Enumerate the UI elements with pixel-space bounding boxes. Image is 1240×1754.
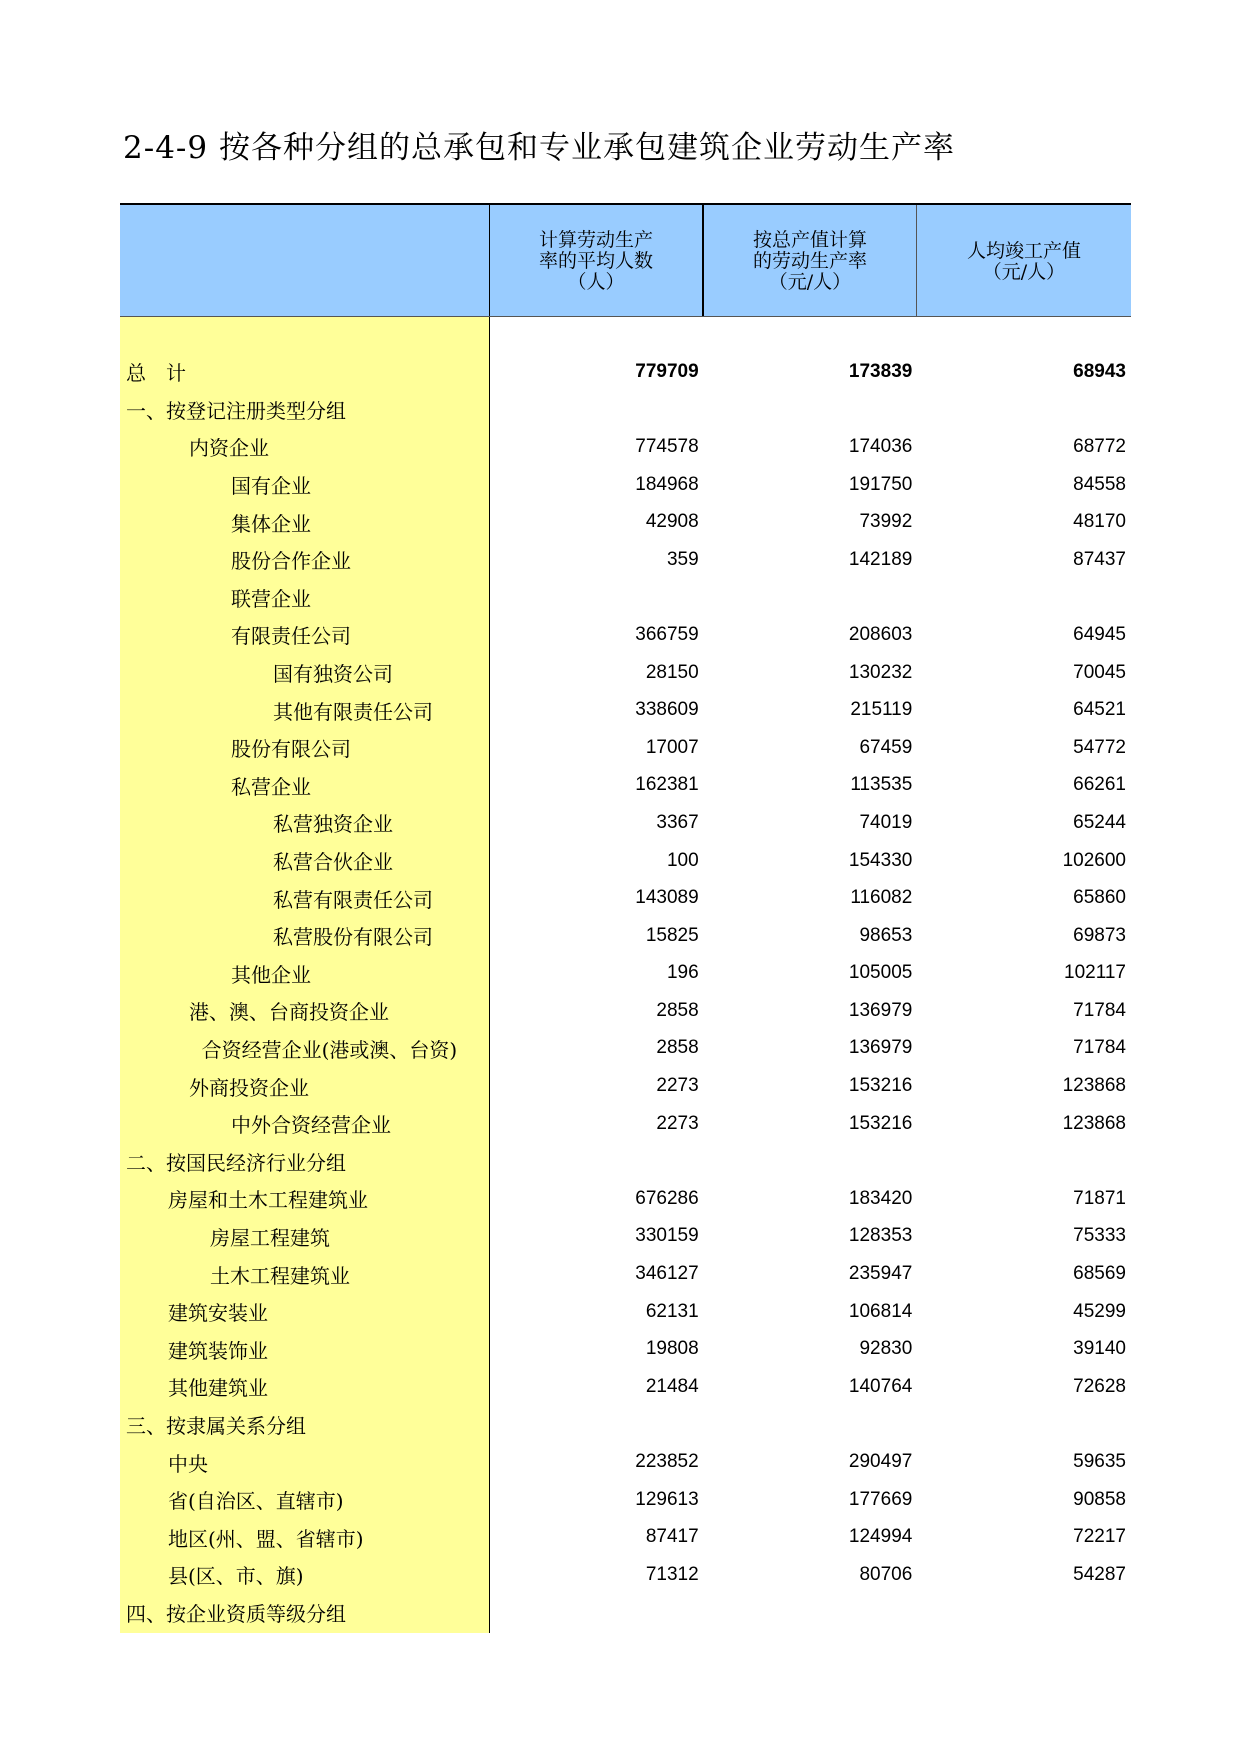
row-label: 内资企业 <box>189 436 269 461</box>
table-body <box>120 317 1131 1633</box>
value-cell: 128353 <box>848 1225 913 1247</box>
row-label: 三、按隶属关系分组 <box>126 1413 306 1438</box>
row-label: 中央 <box>168 1451 208 1476</box>
value-cell: 68943 <box>1073 360 1126 382</box>
row-label: 私营股份有限公司 <box>273 925 433 950</box>
table-row <box>490 1556 1131 1594</box>
value-cell: 143089 <box>635 887 699 909</box>
value-cell: 123868 <box>1062 1112 1126 1134</box>
value-cell: 113535 <box>850 774 913 796</box>
row-label: 私营合伙企业 <box>273 850 393 875</box>
value-cell: 72628 <box>1073 1375 1126 1397</box>
value-cell: 191750 <box>848 473 913 495</box>
table-row <box>490 541 1131 579</box>
value-cell: 71312 <box>645 1563 699 1585</box>
value-cell: 65244 <box>1073 811 1126 833</box>
value-cell: 87417 <box>645 1526 699 1548</box>
value-cell: 73992 <box>859 511 913 533</box>
header-completed-output-per-capita: 人均竣工产值 （元/人） <box>966 239 1081 283</box>
value-cell: 153216 <box>848 1112 913 1134</box>
value-cell: 215119 <box>850 699 913 721</box>
row-label: 股份合作企业 <box>231 549 351 574</box>
values-area <box>490 317 1131 1633</box>
value-cell: 2273 <box>656 1112 699 1134</box>
value-cell: 359 <box>666 548 699 570</box>
row-label: 省(自治区、直辖市) <box>168 1489 344 1514</box>
header-avg-workers: 计算劳动生产 率的平均人数 （人） <box>490 205 704 316</box>
row-label-column <box>120 317 490 1633</box>
value-cell: 140764 <box>848 1375 913 1397</box>
row-label: 建筑装饰业 <box>168 1338 268 1363</box>
value-cell: 2858 <box>656 1037 699 1059</box>
value-cell: 102117 <box>1064 962 1126 984</box>
value-cell: 290497 <box>848 1451 913 1473</box>
table-row <box>490 1330 1131 1368</box>
value-cell: 15825 <box>645 924 699 946</box>
value-cell: 2273 <box>656 1075 699 1097</box>
row-label: 外商投资企业 <box>189 1075 309 1100</box>
row-label: 其他建筑业 <box>168 1376 268 1401</box>
table-row <box>490 1594 1131 1632</box>
row-label: 有限责任公司 <box>231 624 351 649</box>
value-cell: 3367 <box>656 811 699 833</box>
value-cell: 142189 <box>848 548 913 570</box>
value-cell: 174036 <box>848 435 913 457</box>
table-row <box>490 1142 1131 1180</box>
table-row <box>490 1105 1131 1143</box>
value-cell: 59635 <box>1073 1451 1126 1473</box>
table-row <box>490 1518 1131 1556</box>
table-row <box>490 691 1131 729</box>
value-cell: 162381 <box>635 774 699 796</box>
value-cell: 2858 <box>656 999 699 1021</box>
value-cell: 183420 <box>848 1187 913 1209</box>
value-cell: 130232 <box>848 661 913 683</box>
row-label: 私营有限责任公司 <box>273 887 433 912</box>
row-label: 中外合资经营企业 <box>231 1113 391 1138</box>
value-cell: 223852 <box>635 1451 699 1473</box>
row-label: 房屋和土木工程建筑业 <box>168 1188 368 1213</box>
table-row <box>490 767 1131 805</box>
value-cell: 80706 <box>859 1563 913 1585</box>
row-label: 建筑安装业 <box>168 1301 268 1326</box>
table-row <box>490 616 1131 654</box>
value-cell: 39140 <box>1073 1338 1126 1360</box>
row-label: 县(区、市、旗) <box>168 1564 304 1589</box>
value-cell: 779709 <box>635 360 699 382</box>
value-cell: 69873 <box>1073 924 1126 946</box>
page-title: 2-4-9 按各种分组的总承包和专业承包建筑企业劳动生产率 <box>123 130 955 166</box>
value-cell: 676286 <box>635 1187 699 1209</box>
value-cell: 64945 <box>1073 623 1126 645</box>
table-row <box>490 1218 1131 1256</box>
table-row <box>490 1180 1131 1218</box>
value-cell: 177669 <box>848 1488 913 1510</box>
row-label: 集体企业 <box>231 511 311 536</box>
value-cell: 72217 <box>1073 1526 1126 1548</box>
table-row <box>490 579 1131 617</box>
table-row <box>490 804 1131 842</box>
table-header <box>120 205 1131 317</box>
row-label: 地区(州、盟、省辖市) <box>168 1526 364 1551</box>
value-cell: 98653 <box>859 924 913 946</box>
row-label: 一、按登记注册类型分组 <box>126 398 346 423</box>
value-cell: 75333 <box>1073 1225 1126 1247</box>
value-cell: 208603 <box>848 623 913 645</box>
value-cell: 92830 <box>859 1338 913 1360</box>
value-cell: 90858 <box>1073 1488 1126 1510</box>
value-cell: 45299 <box>1073 1300 1126 1322</box>
value-cell: 338609 <box>635 699 699 721</box>
value-cell: 124994 <box>848 1526 913 1548</box>
row-label: 总 计 <box>126 361 186 386</box>
table-row <box>490 654 1131 692</box>
value-cell: 19808 <box>645 1338 699 1360</box>
value-cell: 70045 <box>1073 661 1126 683</box>
value-cell: 87437 <box>1073 548 1126 570</box>
value-cell: 68772 <box>1073 435 1126 457</box>
row-label: 四、按企业资质等级分组 <box>126 1601 346 1626</box>
value-cell: 54772 <box>1073 736 1126 758</box>
value-cell: 123868 <box>1062 1075 1126 1097</box>
table-row <box>490 1406 1131 1444</box>
table-row <box>490 1067 1131 1105</box>
table-row <box>490 1293 1131 1331</box>
value-cell: 136979 <box>848 1037 913 1059</box>
table-row <box>490 917 1131 955</box>
value-cell: 774578 <box>635 435 699 457</box>
value-cell: 346127 <box>635 1263 699 1285</box>
value-cell: 173839 <box>848 360 913 382</box>
value-cell: 64521 <box>1073 699 1126 721</box>
value-cell: 66261 <box>1073 774 1126 796</box>
table-row <box>490 992 1131 1030</box>
table-row <box>490 503 1131 541</box>
table-row <box>490 842 1131 880</box>
value-cell: 54287 <box>1073 1563 1126 1585</box>
row-label: 土木工程建筑业 <box>210 1263 350 1288</box>
value-cell: 67459 <box>859 736 913 758</box>
table-row <box>490 729 1131 767</box>
value-cell: 17007 <box>645 736 699 758</box>
value-cell: 71871 <box>1073 1187 1126 1209</box>
value-cell: 84558 <box>1073 473 1126 495</box>
table-row <box>490 879 1131 917</box>
value-cell: 100 <box>666 849 699 871</box>
value-cell: 102600 <box>1062 849 1126 871</box>
value-cell: 366759 <box>635 623 699 645</box>
row-label: 其他企业 <box>231 962 311 987</box>
value-cell: 154330 <box>848 849 913 871</box>
value-cell: 105005 <box>848 962 913 984</box>
value-cell: 71784 <box>1073 999 1126 1021</box>
table-row <box>490 391 1131 429</box>
row-label: 国有企业 <box>231 474 311 499</box>
value-cell: 21484 <box>645 1375 699 1397</box>
value-cell: 330159 <box>635 1225 699 1247</box>
value-cell: 106814 <box>848 1300 913 1322</box>
value-cell: 62131 <box>645 1300 699 1322</box>
row-label: 联营企业 <box>231 586 311 611</box>
value-cell: 136979 <box>848 999 913 1021</box>
table-row <box>490 1481 1131 1519</box>
table-row <box>490 955 1131 993</box>
row-label: 二、按国民经济行业分组 <box>126 1150 346 1175</box>
value-cell: 235947 <box>848 1263 913 1285</box>
value-cell: 153216 <box>848 1075 913 1097</box>
value-cell: 74019 <box>859 811 913 833</box>
value-cell: 71784 <box>1073 1037 1126 1059</box>
header-productivity-gross-output: 按总产值计算 的劳动生产率 （元/人） <box>704 205 917 316</box>
value-cell: 42908 <box>645 511 699 533</box>
table-row <box>490 353 1131 391</box>
value-cell: 28150 <box>645 661 699 683</box>
table-row <box>490 428 1131 466</box>
value-cell: 184968 <box>635 473 699 495</box>
row-label: 合资经营企业(港或澳、台资) <box>201 1037 458 1062</box>
table-row <box>490 466 1131 504</box>
header-label-column <box>120 205 490 316</box>
table-row <box>490 1443 1131 1481</box>
table-row <box>490 1030 1131 1068</box>
row-label: 房屋工程建筑 <box>210 1225 330 1250</box>
row-label: 股份有限公司 <box>231 737 351 762</box>
row-label: 国有独资公司 <box>273 662 393 687</box>
value-cell: 196 <box>666 962 699 984</box>
row-label: 其他有限责任公司 <box>273 699 433 724</box>
row-label: 私营企业 <box>231 774 311 799</box>
data-table <box>120 203 1131 1633</box>
row-label: 港、澳、台商投资企业 <box>189 1000 389 1025</box>
value-cell: 48170 <box>1073 511 1126 533</box>
value-cell: 129613 <box>635 1488 699 1510</box>
value-cell: 65860 <box>1073 887 1126 909</box>
value-cell: 116082 <box>850 887 913 909</box>
value-cell: 68569 <box>1073 1263 1126 1285</box>
row-label: 私营独资企业 <box>273 812 393 837</box>
table-row <box>490 1255 1131 1293</box>
table-row <box>490 1368 1131 1406</box>
